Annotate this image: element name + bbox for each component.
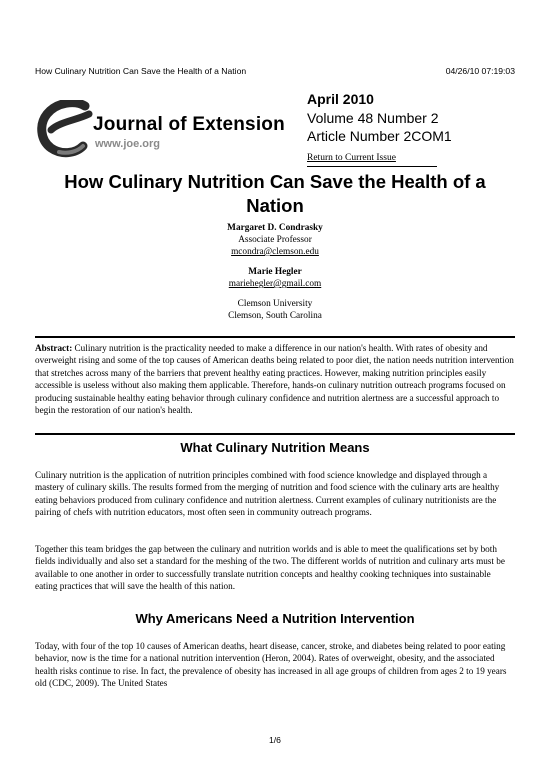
article-title-line-1: How Culinary Nutrition Can Save the Health of a <box>64 171 486 192</box>
issue-month: April 2010 <box>307 91 374 107</box>
page-number: 1/6 <box>269 735 281 745</box>
article-title <box>35 170 515 218</box>
abstract <box>35 342 515 416</box>
author-2-name: Marie Hegler <box>248 267 302 277</box>
journal-e-logo-icon <box>37 100 97 158</box>
abstract-top-divider <box>35 336 515 338</box>
print-header <box>35 66 515 78</box>
author-2-email-link[interactable]: mariehegler@gmail.com <box>228 279 322 289</box>
article-number: Article Number 2COM1 <box>307 128 452 144</box>
masthead <box>35 90 515 160</box>
section-heading-why-americans-need-intervention: Why Americans Need a Nutrition Intervention <box>135 611 415 626</box>
journal-logo[interactable] <box>35 100 285 158</box>
author-1-name: Margaret D. Condrasky <box>227 223 323 233</box>
issue-volume: Volume 48 Number 2 <box>307 109 439 126</box>
section-2-paragraph-1: Today, with four of the top 10 causes of American deaths, heart disease, cancer, stroke, and diabetes being related to poor eating behavior, now is the time for a national nutrition intervention (Heron, 2004). Rates of overweight, obesity, and the associated health risks continue to rise. In fact, the prevalence of obesity has increased in all age groups of children from ages 2 to 19 years old (CDC, 2009). The United States <box>35 641 507 689</box>
author-1-title: Associate Professor <box>238 235 312 245</box>
abstract-text: Culinary nutrition is the practicality needed to make a difference in our nation's health. With rates of obesity and overweight rising and some of the top causes of American deaths being related to poor diet, the nation needs nutrition intervention that stretches across many of the barriers that prevent healthy eating practices. However, making nutrition principles easily accessible is useless without also making them applicable. Therefore, hands-on culinary nutrition outreach programs focused on producing sustainable healthy eating behavior through culinary confidence and nutrition alertness are a successful approach to begin the restoration of our nation's health. <box>35 343 514 416</box>
return-to-current-issue-link[interactable]: Return to Current Issue <box>307 153 396 163</box>
location: Clemson, South Carolina <box>228 311 322 321</box>
issue-info <box>307 90 452 146</box>
author-block <box>35 222 515 322</box>
print-header-title: How Culinary Nutrition Can Save the Health of a Nation <box>35 66 247 76</box>
section-1-paragraph-1: Culinary nutrition is the application of nutrition principles combined with food science knowledge and displayed through a mastery of culinary skills. The results formed from the merging of nutrition and food science with the culinary arts are healthy eating behaviors produced from culinary confidence and nutrition alertness. Current examples of culinary nutritionists are the pairing of chefs with nutrition educators, most often seen in community outreach programs. <box>35 470 500 518</box>
section-1-paragraph-2: Together this team bridges the gap between the culinary and nutrition worlds and is able to meet the qualifications set by both fields individually and also set a standard for the meshing of the two. The different worlds of nutrition and culinary arts must be available to one another in order to successfully translate nutrition concepts and healthy cooking techniques into sustainable eating practices that will save the health of this nation. <box>35 544 505 592</box>
abstract-label: Abstract: <box>35 343 73 353</box>
author-1-email-link[interactable]: mcondra@clemson.edu <box>231 247 319 257</box>
print-header-timestamp: 04/26/10 07:19:03 <box>445 66 515 76</box>
journal-name: Journal of Extension <box>93 114 285 135</box>
affiliation: Clemson University <box>237 299 313 309</box>
section-heading-what-culinary-nutrition-means: What Culinary Nutrition Means <box>180 440 370 455</box>
journal-url: www.joe.org <box>95 138 160 150</box>
header-divider <box>307 166 437 167</box>
article-title-line-2: Nation <box>246 195 304 216</box>
abstract-bottom-divider <box>35 433 515 435</box>
